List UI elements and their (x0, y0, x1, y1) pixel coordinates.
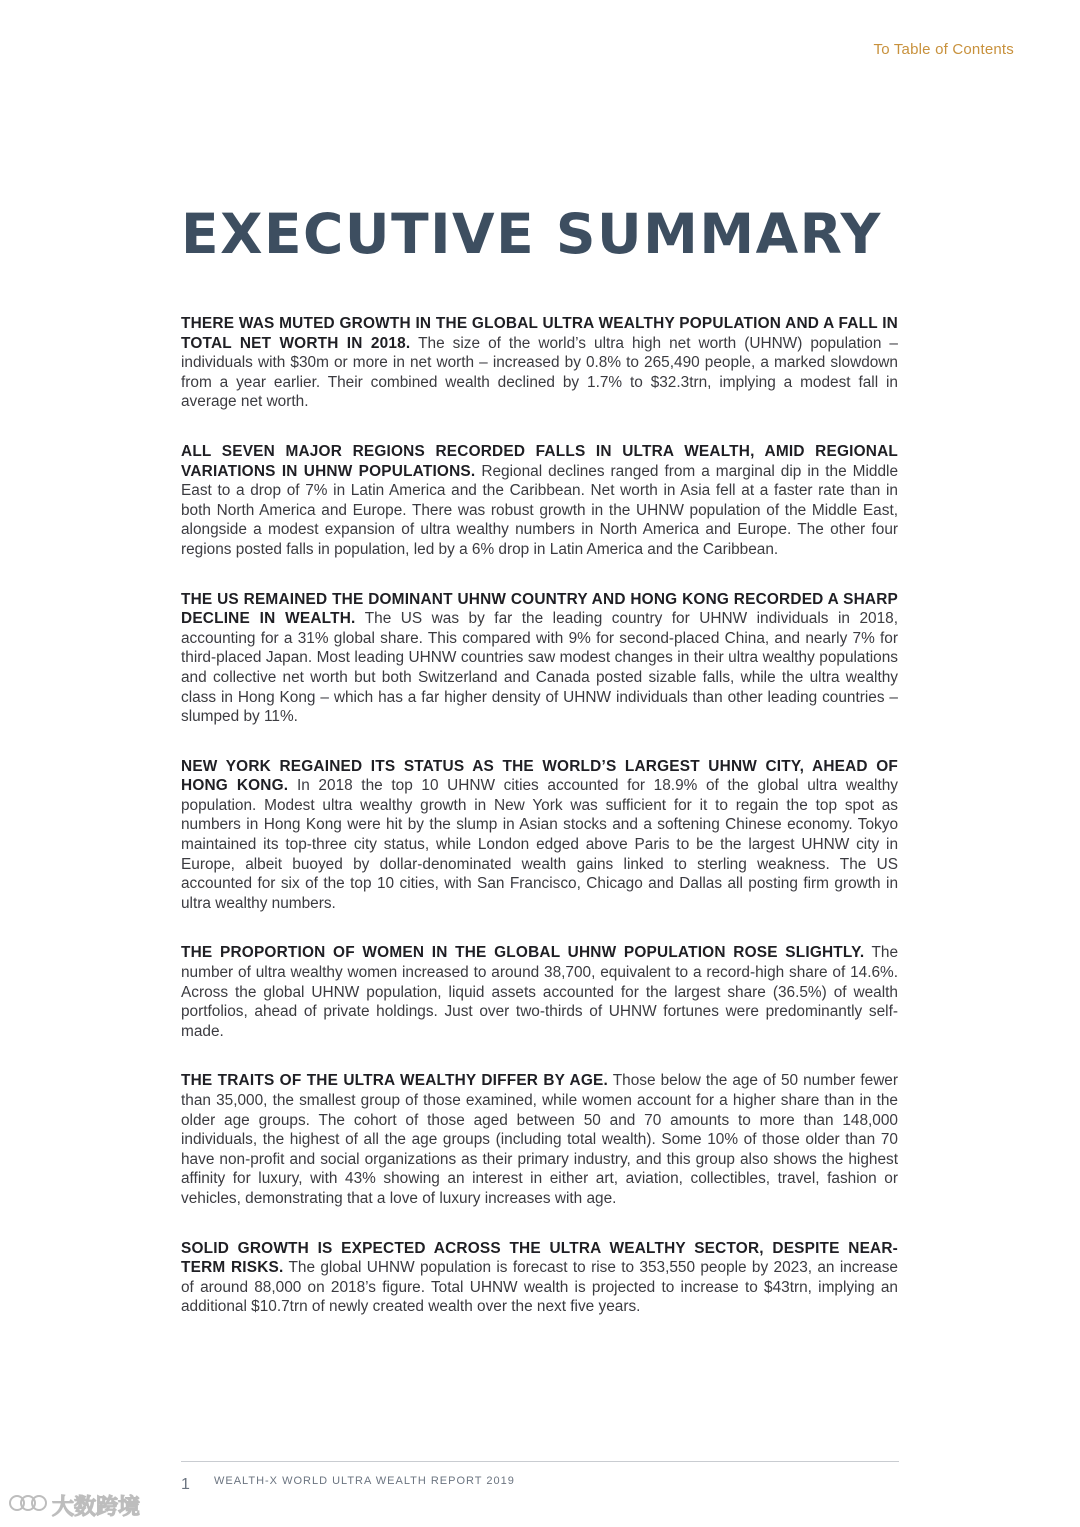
table-of-contents-link[interactable]: To Table of Contents (873, 41, 1014, 58)
section-lead: THE PROPORTION OF WOMEN IN THE GLOBAL UHNW POPULATION ROSE SLIGHTLY. (181, 944, 865, 962)
section-body: The US was by far the leading country for UHNW individuals in 2018, accounting for a 31% global share. This compared with 9% for second-placed China, and nearly 7% for third-placed Japan. Most leading UHNW countries saw modest changes in their ultra wealthy populations and collective net worth but both Switzerland and Canada posted sizable falls, while the ultra wealthy class in Hong Kong – which has a far higher density of UHNW individuals than other leading countries – slumped by 11%. (181, 610, 898, 726)
footer-report-title: WEALTH-X WORLD ULTRA WEALTH REPORT 2019 (214, 1475, 515, 1487)
watermark-logo-icon (8, 1490, 48, 1521)
page-title: EXECUTIVE SUMMARY (181, 202, 882, 266)
summary-section (181, 442, 898, 560)
summary-section (181, 590, 898, 727)
section-lead: NEW YORK REGAINED ITS STATUS AS THE WORLD’S LARGEST UHNW CITY, AHEAD OF HONG KONG. (181, 757, 898, 795)
footer-divider (181, 1461, 899, 1462)
summary-section (181, 943, 898, 1041)
section-lead: THE US REMAINED THE DOMINANT UHNW COUNTRY AND HONG KONG RECORDED A SHARP DECLINE IN WEALTH. (181, 590, 898, 628)
summary-section (181, 1071, 898, 1208)
section-body: Those below the age of 50 number fewer than 35,000, the smallest group of those examined, while women account for a higher share than in the older age groups. The cohort of those aged between 50 and 70 amounts to more than 148,000 individuals, the highest of all the age groups (including total wealth). Some 10% of those older than 70 have non-profit and social organizations as their primary industry, and this group also shows the highest affinity for luxury, with 43% showing an interest in either art, aviation, collectibles, travel, fashion or vehicles, demonstrating that a love of luxury increases with age. (181, 1072, 898, 1207)
summary-section (181, 1239, 898, 1317)
summary-section (181, 757, 898, 914)
section-body: In 2018 the top 10 UHNW cities accounted for 18.9% of the global ultra wealthy population. Modest ultra wealthy growth in New York was sufficient for it to regain the top spot as numbers in Hong Kong were hit by the slump in Asian stocks and a softening Chinese economy. Tokyo maintained its top-three city status, while London edged above Paris to be the largest UHNW city in Europe, albeit buoyed by dollar-denominated wealth gains linked to sterling weakness. The US accounted for six of the top 10 cities, with San Francisco, Chicago and Dallas all posting firm growth in ultra wealthy numbers. (181, 777, 898, 912)
page-number: 1 (181, 1476, 190, 1493)
watermark (8, 1490, 140, 1521)
section-lead: ALL SEVEN MAJOR REGIONS RECORDED FALLS IN ULTRA WEALTH, AMID REGIONAL VARIATIONS IN UHNW POPULATIONS. (181, 442, 898, 480)
section-lead: THE TRAITS OF THE ULTRA WEALTHY DIFFER BY AGE. (181, 1072, 608, 1090)
summary-section (181, 314, 898, 412)
section-body: The number of ultra wealthy women increased to around 38,700, equivalent to a record-high share of 14.6%. Across the global UHNW population, liquid assets accounted for the largest share (36.5%) of wealth portfolios, ahead of private holdings. Just over two-thirds of UHNW fortunes were predominantly self-made. (181, 944, 899, 1040)
summary-content (181, 314, 898, 1347)
section-body: The size of the world’s ultra high net worth (UHNW) population – individuals with $30m or more in net worth – increased by 0.8% to 265,490 people, a marked slowdown from a year earlier. Their combined wealth declined by 1.7% to $32.3trn, implying a modest fall in average net worth. (181, 334, 898, 411)
watermark-text: 大数跨境 (52, 1495, 141, 1520)
section-body: The global UHNW population is forecast to rise to 353,550 people by 2023, an increase of around 88,000 on 2018’s figure. Total UHNW wealth is projected to increase to $43trn, implying an additional $10.7trn of newly created wealth over the next five years. (181, 1259, 898, 1316)
section-lead: THERE WAS MUTED GROWTH IN THE GLOBAL ULTRA WEALTHY POPULATION AND A FALL IN TOTAL NET WORTH IN 2018. (181, 315, 898, 352)
section-lead: SOLID GROWTH IS EXPECTED ACROSS THE ULTRA WEALTHY SECTOR, DESPITE NEAR-TERM RISKS. (181, 1239, 898, 1277)
section-body: Regional declines ranged from a marginal dip in the Middle East to a drop of 7% in Latin America and the Caribbean. Net worth in Asia fell at a faster rate than in both North America and Europe. There was robust growth in the UHNW population of the Middle East, alongside a modest expansion of ultra wealthy numbers in North America and Europe. The other four regions posted falls in population, led by a 6% drop in Latin America and the Caribbean. (181, 462, 899, 558)
